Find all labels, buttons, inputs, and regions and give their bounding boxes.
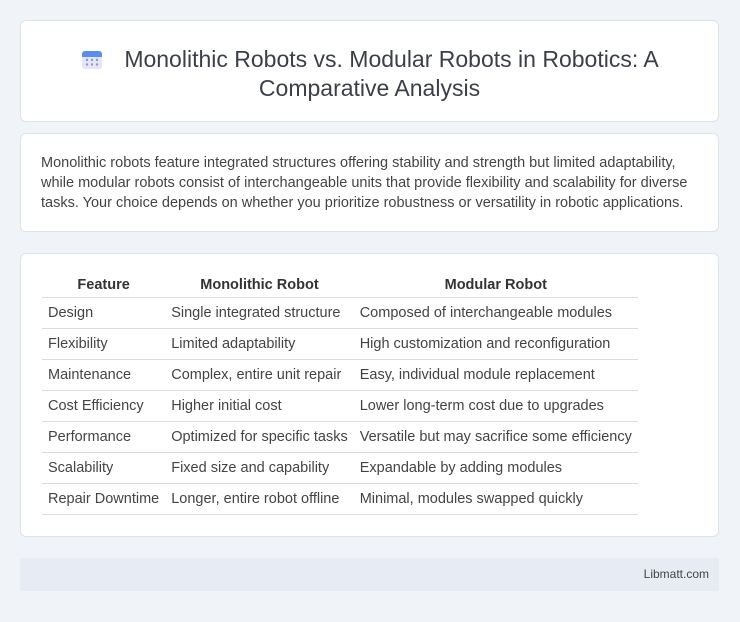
cell-feature: Scalability [42, 452, 165, 483]
cell-feature: Maintenance [42, 359, 165, 390]
cell-feature: Performance [42, 421, 165, 452]
table-row [42, 359, 638, 390]
page-title [21, 45, 718, 103]
table-header-row [42, 274, 638, 297]
cell-monolithic: Fixed size and capability [165, 452, 353, 483]
cell-feature: Repair Downtime [42, 483, 165, 514]
footer-site-link[interactable]: Libmatt.com [643, 567, 709, 581]
table-row [42, 452, 638, 483]
cell-feature: Design [42, 297, 165, 328]
table-row [42, 421, 638, 452]
table-row [42, 328, 638, 359]
footer-bar [20, 558, 719, 591]
cell-modular: Lower long-term cost due to upgrades [354, 390, 638, 421]
cell-modular: Easy, individual module replacement [354, 359, 638, 390]
header-modular: Modular Robot [354, 274, 638, 297]
header-monolithic: Monolithic Robot [165, 274, 353, 297]
cell-monolithic: Limited adaptability [165, 328, 353, 359]
page-title-text: Monolithic Robots vs. Modular Robots in Robotics: A Comparative Analysis [124, 46, 659, 101]
title-card [20, 20, 719, 122]
cell-monolithic: Complex, entire unit repair [165, 359, 353, 390]
cell-monolithic: Longer, entire robot offline [165, 483, 353, 514]
cell-modular: Composed of interchangeable modules [354, 297, 638, 328]
cell-modular: Expandable by adding modules [354, 452, 638, 483]
cell-modular: Versatile but may sacrifice some efficiency [354, 421, 638, 452]
cell-feature: Cost Efficiency [42, 390, 165, 421]
summary-paragraph: Monolithic robots feature integrated structures offering stability and strength but limited adaptability, while modular robots consist of interchangeable units that provide flexibility and scalability for diverse tasks. Your choice depends on whether you prioritize robustness or versatility in robotic applications. [41, 155, 688, 211]
cell-monolithic: Single integrated structure [165, 297, 353, 328]
table-row [42, 483, 638, 514]
cell-modular: High customization and reconfiguration [354, 328, 638, 359]
comparison-table [42, 274, 638, 515]
cell-monolithic: Higher initial cost [165, 390, 353, 421]
cell-monolithic: Optimized for specific tasks [165, 421, 353, 452]
cell-modular: Minimal, modules swapped quickly [354, 483, 638, 514]
summary-card [20, 133, 719, 232]
table-row [42, 390, 638, 421]
cell-feature: Flexibility [42, 328, 165, 359]
table-row [42, 297, 638, 328]
header-feature: Feature [42, 274, 165, 297]
calendar-icon [80, 47, 104, 71]
